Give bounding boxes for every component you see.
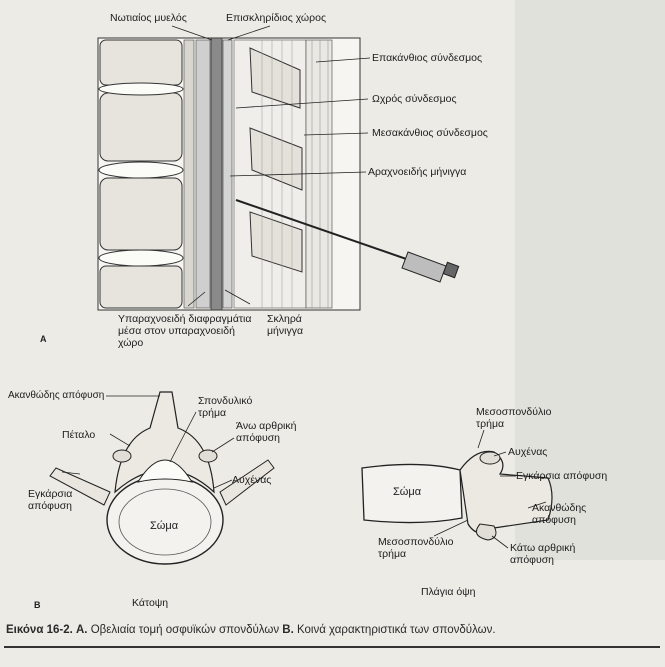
- label-foramen-2: τρήμα: [198, 407, 227, 419]
- part-b-letter: Β.: [282, 624, 294, 636]
- panel-a-letter: A: [40, 334, 47, 344]
- caption-top-view: Κάτοψη: [132, 597, 169, 609]
- label-inf-articular-1: Κάτω αρθρική: [510, 542, 576, 554]
- figure-caption: [6, 624, 656, 636]
- label-dura-1: Σκληρά: [267, 313, 302, 325]
- label-lamina: Πέταλο: [62, 429, 96, 441]
- label-epidural-space: Επισκληρίδιος χώρος: [226, 12, 327, 24]
- label-transverse-1: Εγκάρσια: [28, 488, 73, 500]
- label-intervertebral-1: Μεσοσπονδύλιο: [476, 406, 552, 418]
- part-a-letter: Α.: [76, 624, 88, 636]
- label-subarachnoid-1: Υπαραχνοειδή διαφραγμάτια: [118, 313, 252, 325]
- label-foramen-1: Σπονδυλικό: [198, 395, 253, 407]
- caption-rule: [4, 646, 660, 648]
- label-subarachnoid-3: χώρο: [118, 337, 144, 349]
- label-spinous-side-2: απόφυση: [532, 514, 577, 526]
- label-arachnoid: Αραχνοειδής μήνιγγα: [368, 166, 467, 178]
- label-subarachnoid-2: μέσα στον υπαραχνοειδή: [118, 325, 235, 337]
- label-interspinous-ligament: Μεσακάνθιος σύνδεσμος: [372, 127, 488, 139]
- label-inf-articular-2: απόφυση: [510, 554, 555, 566]
- label-spinal-cord: Νωτιαίος μυελός: [110, 12, 187, 24]
- label-transverse-side: Εγκάρσια απόφυση: [516, 470, 608, 482]
- label-sup-articular-1: Άνω αρθρική: [236, 420, 297, 432]
- part-a-text: Οβελιαία τομή οσφυϊκών σπονδύλων: [90, 624, 280, 636]
- label-body-top: Σώμα: [150, 520, 179, 532]
- label-spinous-process-top: Ακανθώδης απόφυση: [8, 390, 105, 401]
- label-supraspinous-ligament: Επακάνθιος σύνδεσμος: [372, 52, 483, 64]
- label-dura-2: μήνιγγα: [267, 325, 304, 337]
- label-intervertebral-2: τρήμα: [476, 418, 505, 430]
- label-pedicle-top: Αυχένας: [232, 474, 272, 486]
- label-pedicle-side: Αυχένας: [508, 446, 548, 458]
- caption-side-view: Πλάγια όψη: [421, 586, 476, 598]
- label-spinous-side-1: Ακανθώδης: [532, 502, 587, 514]
- label-intervertebral2-2: τρήμα: [378, 548, 407, 560]
- label-transverse-2: απόφυση: [28, 500, 73, 512]
- label-sup-articular-2: απόφυση: [236, 432, 281, 444]
- part-b-text: Κοινά χαρακτηριστικά των σπονδύλων.: [296, 624, 496, 636]
- label-body-side: Σώμα: [393, 486, 422, 498]
- label-ligamentum-flavum: Ωχρός σύνδεσμος: [372, 93, 457, 105]
- figure-number: Εικόνα 16-2.: [6, 624, 73, 636]
- panel-b-letter: B: [34, 600, 41, 610]
- label-intervertebral2-1: Μεσοσπονδύλιο: [378, 536, 454, 548]
